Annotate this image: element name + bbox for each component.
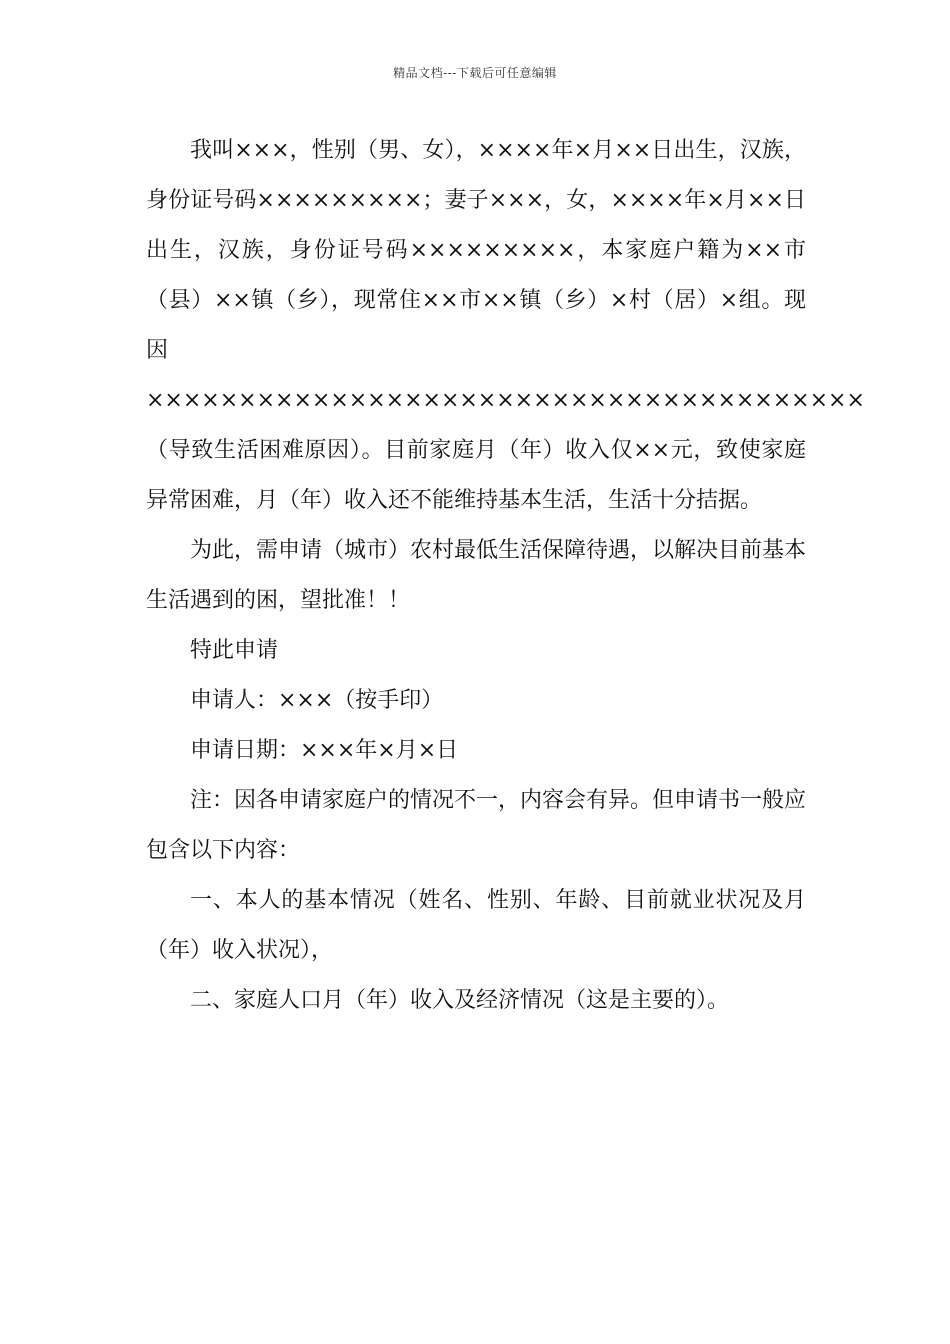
page-header: 精品文档---下载后可任意编辑: [393, 66, 557, 80]
paragraph-applicant-signature: 申请人：×××（按手印）: [190, 688, 444, 713]
paragraph-note-item-2: 二、家庭人口月（年）收入及经济情况（这是主要的）。: [190, 988, 730, 1013]
paragraph-note: 注：因各申请家庭户的情况不一，内容会有异。但申请书一般应包含以下内容：: [146, 788, 807, 863]
paragraph-request: 为此，需申请（城市）农村最低生活保障待遇，以解决目前基本生活遇到的困，望批准！！: [146, 538, 807, 613]
paragraph-note-item-1: 一、本人的基本情况（姓名、性别、年龄、目前就业状况及月（年）收入状况），: [146, 888, 806, 963]
paragraph-application-date: 申请日期：×××年×月×日: [190, 738, 459, 763]
document-body: [146, 126, 865, 1026]
paragraph-closing: 特此申请: [190, 638, 279, 663]
paragraph-applicant-situation: 我叫×××，性别（男、女），××××年×月××日出生，汉族，身份证号码×××××××××；妻子×××，女，××××年×月××日出生，汉族，身份证号码×××××××××，本家庭户籍为××市（县）××镇（乡），现常住××市××镇（乡）×村（居）×组。现因×××××××××××××××××××××××××××××××××××××××（导致生活困难原因）。目前家庭月（年）收入仅××元，致使家庭异常困难，月（年）收入还不能维持基本生活，生活十分拮据。: [146, 138, 865, 513]
